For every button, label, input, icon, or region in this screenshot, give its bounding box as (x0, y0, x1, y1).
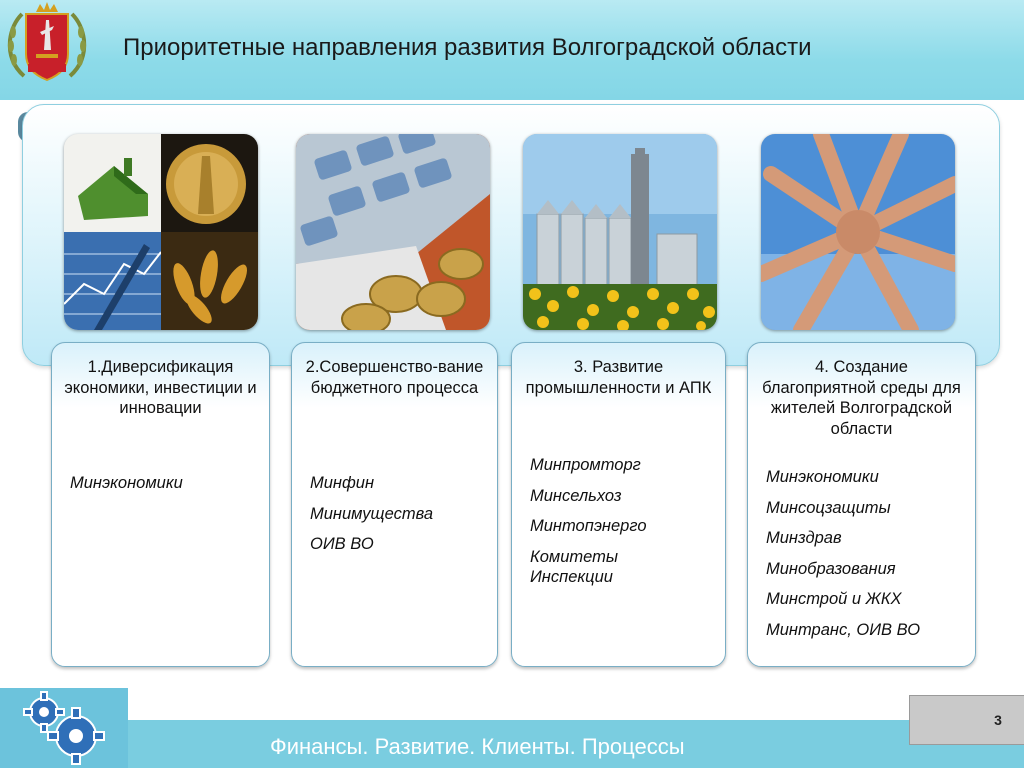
list-item: Минздрав (766, 529, 842, 547)
joined-hands-icon (761, 134, 955, 330)
list-item: Комитеты Инспекции (530, 547, 619, 586)
gears-icon (14, 690, 124, 768)
priority-card-1 (51, 342, 270, 667)
list-item: Минтопэнерго (530, 517, 647, 535)
priority-card-2 (291, 342, 498, 667)
list-item: ОИВ ВО (310, 535, 374, 553)
list-item: Минстрой и ЖКХ (766, 590, 902, 608)
region-emblem-icon (2, 2, 92, 86)
card-title: 4. Создание благоприятной среды для жителей Волгоградской области (762, 358, 961, 438)
priority-card-3 (511, 342, 726, 667)
list-item: Минтранс, ОИВ ВО (766, 620, 921, 639)
ministry-list (310, 473, 489, 565)
list-item: Минимущества (310, 504, 434, 523)
priority-card-4 (747, 342, 976, 667)
calculator-coins-icon (296, 134, 490, 330)
ministry-list (766, 467, 967, 650)
card-title: 3. Развитие промышленности и АПК (525, 358, 712, 397)
list-item: Минсельхоз (530, 486, 622, 505)
list-item: Минсоцзащиты (766, 498, 891, 517)
footer-slogan: Финансы. Развитие. Клиенты. Процессы (270, 734, 685, 759)
page-number-box (909, 695, 1024, 745)
list-item: Минфин (310, 474, 375, 492)
ministry-list (70, 473, 261, 504)
list-item: Минобразования (766, 559, 896, 578)
grain-elevator-icon (523, 134, 717, 330)
list-item: Минэкономики (70, 474, 183, 492)
page-number: 3 (994, 712, 1002, 728)
card-title: 1.Диверсификация экономики, инвестиции и инновации (64, 358, 257, 417)
economy-collage-icon (64, 134, 258, 330)
card-title: 2.Совершенство-вание бюджетного процесса (305, 358, 484, 397)
list-item: Минпромторг (530, 456, 641, 474)
list-item: Минэкономики (766, 468, 879, 486)
ministry-list (530, 455, 717, 597)
page-title: Приоритетные направления развития Волгоградской области (123, 34, 812, 61)
